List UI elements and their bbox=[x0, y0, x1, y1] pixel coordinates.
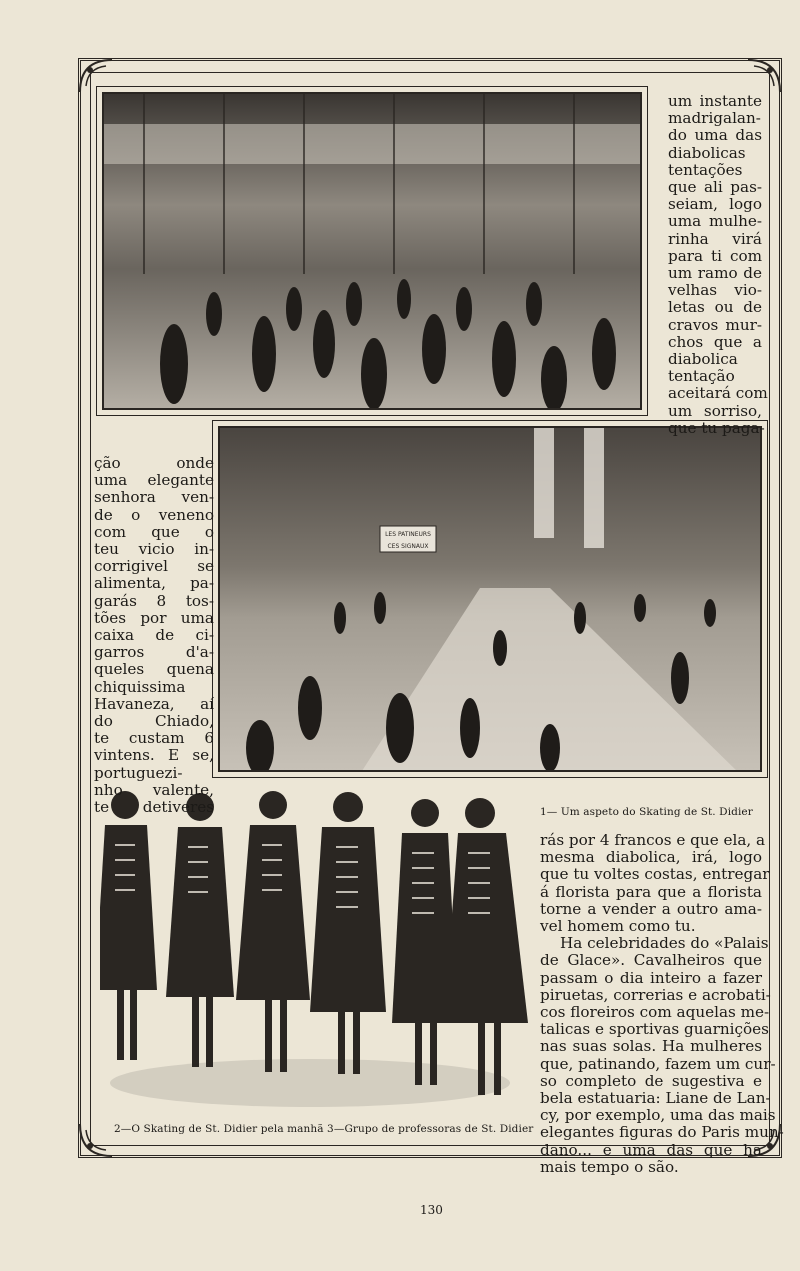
text-line: piruetas, correrias e acrobati- bbox=[540, 985, 771, 1004]
text-line: do uma das bbox=[668, 126, 762, 145]
text-column-right-bottom bbox=[540, 831, 784, 1176]
text-line: vel homem como tu. bbox=[540, 917, 696, 936]
photo-skating-hall-crowd bbox=[102, 92, 642, 410]
text-line: alimenta, pa- bbox=[94, 574, 214, 593]
text-line: chos que a bbox=[668, 332, 762, 351]
text-line: que tu paga- bbox=[668, 418, 765, 437]
text-line: mesma diabolica, irá, logo bbox=[540, 848, 762, 867]
text-line: com que o bbox=[94, 522, 214, 541]
text-line: rás por 4 francos e que ela, a bbox=[540, 831, 766, 849]
text-line: á florista para que a florista bbox=[540, 882, 762, 901]
text-line: senhora ven- bbox=[94, 488, 214, 507]
text-line: para ti com bbox=[668, 246, 762, 265]
text-line: so completo de sugestiva e bbox=[540, 1071, 762, 1090]
text-line: caixa de ci- bbox=[94, 626, 214, 645]
text-line: garás 8 tos- bbox=[94, 591, 214, 610]
text-line: ção onde bbox=[94, 454, 214, 472]
sign-line-1: LES PATINEURS bbox=[385, 531, 431, 538]
text-line: cos floreiros com aquelas me- bbox=[540, 1003, 770, 1022]
text-line: cy, por exemplo, uma das mais bbox=[540, 1106, 776, 1125]
text-line: nas suas solas. Ha mulheres bbox=[540, 1037, 762, 1056]
text-line: passam o dia inteiro a fazer bbox=[540, 968, 762, 987]
text-line: diabolicas bbox=[668, 143, 746, 162]
text-line: Havaneza, aí bbox=[94, 694, 214, 713]
text-line: corrigivel se bbox=[94, 557, 214, 576]
text-line: vintens. E se, bbox=[94, 746, 214, 765]
text-line: portuguezi- bbox=[94, 763, 183, 782]
text-line: cravos mur- bbox=[668, 315, 762, 334]
text-line: uma mulhe- bbox=[668, 212, 762, 231]
photo-instructors-group bbox=[100, 785, 536, 1115]
text-line: tões por uma bbox=[94, 608, 214, 627]
text-line: dano... e uma das que ha bbox=[540, 1140, 762, 1159]
caption-photo-1: 1— Um aspeto do Skating de St. Didier bbox=[540, 806, 753, 818]
text-line: te custam 6 bbox=[94, 729, 214, 748]
text-line: de o veneno bbox=[94, 505, 214, 524]
text-line: uma elegante bbox=[94, 471, 214, 490]
text-line: elegantes figuras do Paris mun- bbox=[540, 1123, 784, 1142]
text-line: aceitará com bbox=[668, 384, 768, 403]
text-line: madrigalan- bbox=[668, 109, 761, 128]
text-line: Ha celebridades do «Palais bbox=[560, 934, 769, 953]
text-line: torne a vender a outro ama- bbox=[540, 899, 762, 918]
page-number: 130 bbox=[420, 1203, 443, 1217]
text-line: tentação bbox=[668, 367, 735, 386]
text-line: letas ou de bbox=[668, 298, 762, 317]
corner-ornament-icon bbox=[744, 56, 784, 96]
text-line: bela estatuaria: Liane de Lan- bbox=[540, 1089, 771, 1108]
photo-skating-rink-morning bbox=[218, 426, 762, 772]
sign-line-2: CES SIGNAUX bbox=[387, 543, 429, 550]
text-line: que tu voltes costas, entregar bbox=[540, 865, 770, 884]
text-line: queles quena bbox=[94, 660, 214, 679]
text-line: que, patinando, fazem um cur- bbox=[540, 1054, 776, 1073]
text-line: um sorriso, bbox=[668, 401, 762, 420]
text-line: te detiveres bbox=[94, 798, 214, 817]
text-line: tentações bbox=[668, 160, 743, 179]
text-line: mais tempo o são. bbox=[540, 1157, 679, 1176]
text-line: seiam, logo bbox=[668, 195, 762, 214]
text-line: diabolica bbox=[668, 350, 738, 369]
text-line: velhas vio- bbox=[668, 281, 762, 300]
text-line: garros d'a- bbox=[94, 643, 214, 662]
text-line: um ramo de bbox=[668, 264, 762, 283]
text-line: nho valente, bbox=[94, 780, 214, 799]
corner-ornament-icon bbox=[76, 1120, 116, 1160]
text-column-right-top bbox=[668, 92, 768, 437]
text-line: do Chiado, bbox=[94, 712, 214, 731]
text-column-left-middle bbox=[94, 455, 214, 816]
caption-photos-2-3: 2—O Skating de St. Didier pela manhã 3—Grupo de professoras de St. Didier bbox=[114, 1123, 534, 1135]
text-line: que ali pas- bbox=[668, 178, 762, 197]
text-line: chiquissima bbox=[94, 677, 186, 696]
text-line: de Glace». Cavalheiros que bbox=[540, 951, 762, 970]
text-line: talicas e sportivas guarnições bbox=[540, 1020, 769, 1039]
text-line: teu vicio in- bbox=[94, 540, 214, 559]
text-line: um instante bbox=[668, 92, 762, 110]
text-line: rinha virá bbox=[668, 229, 762, 248]
